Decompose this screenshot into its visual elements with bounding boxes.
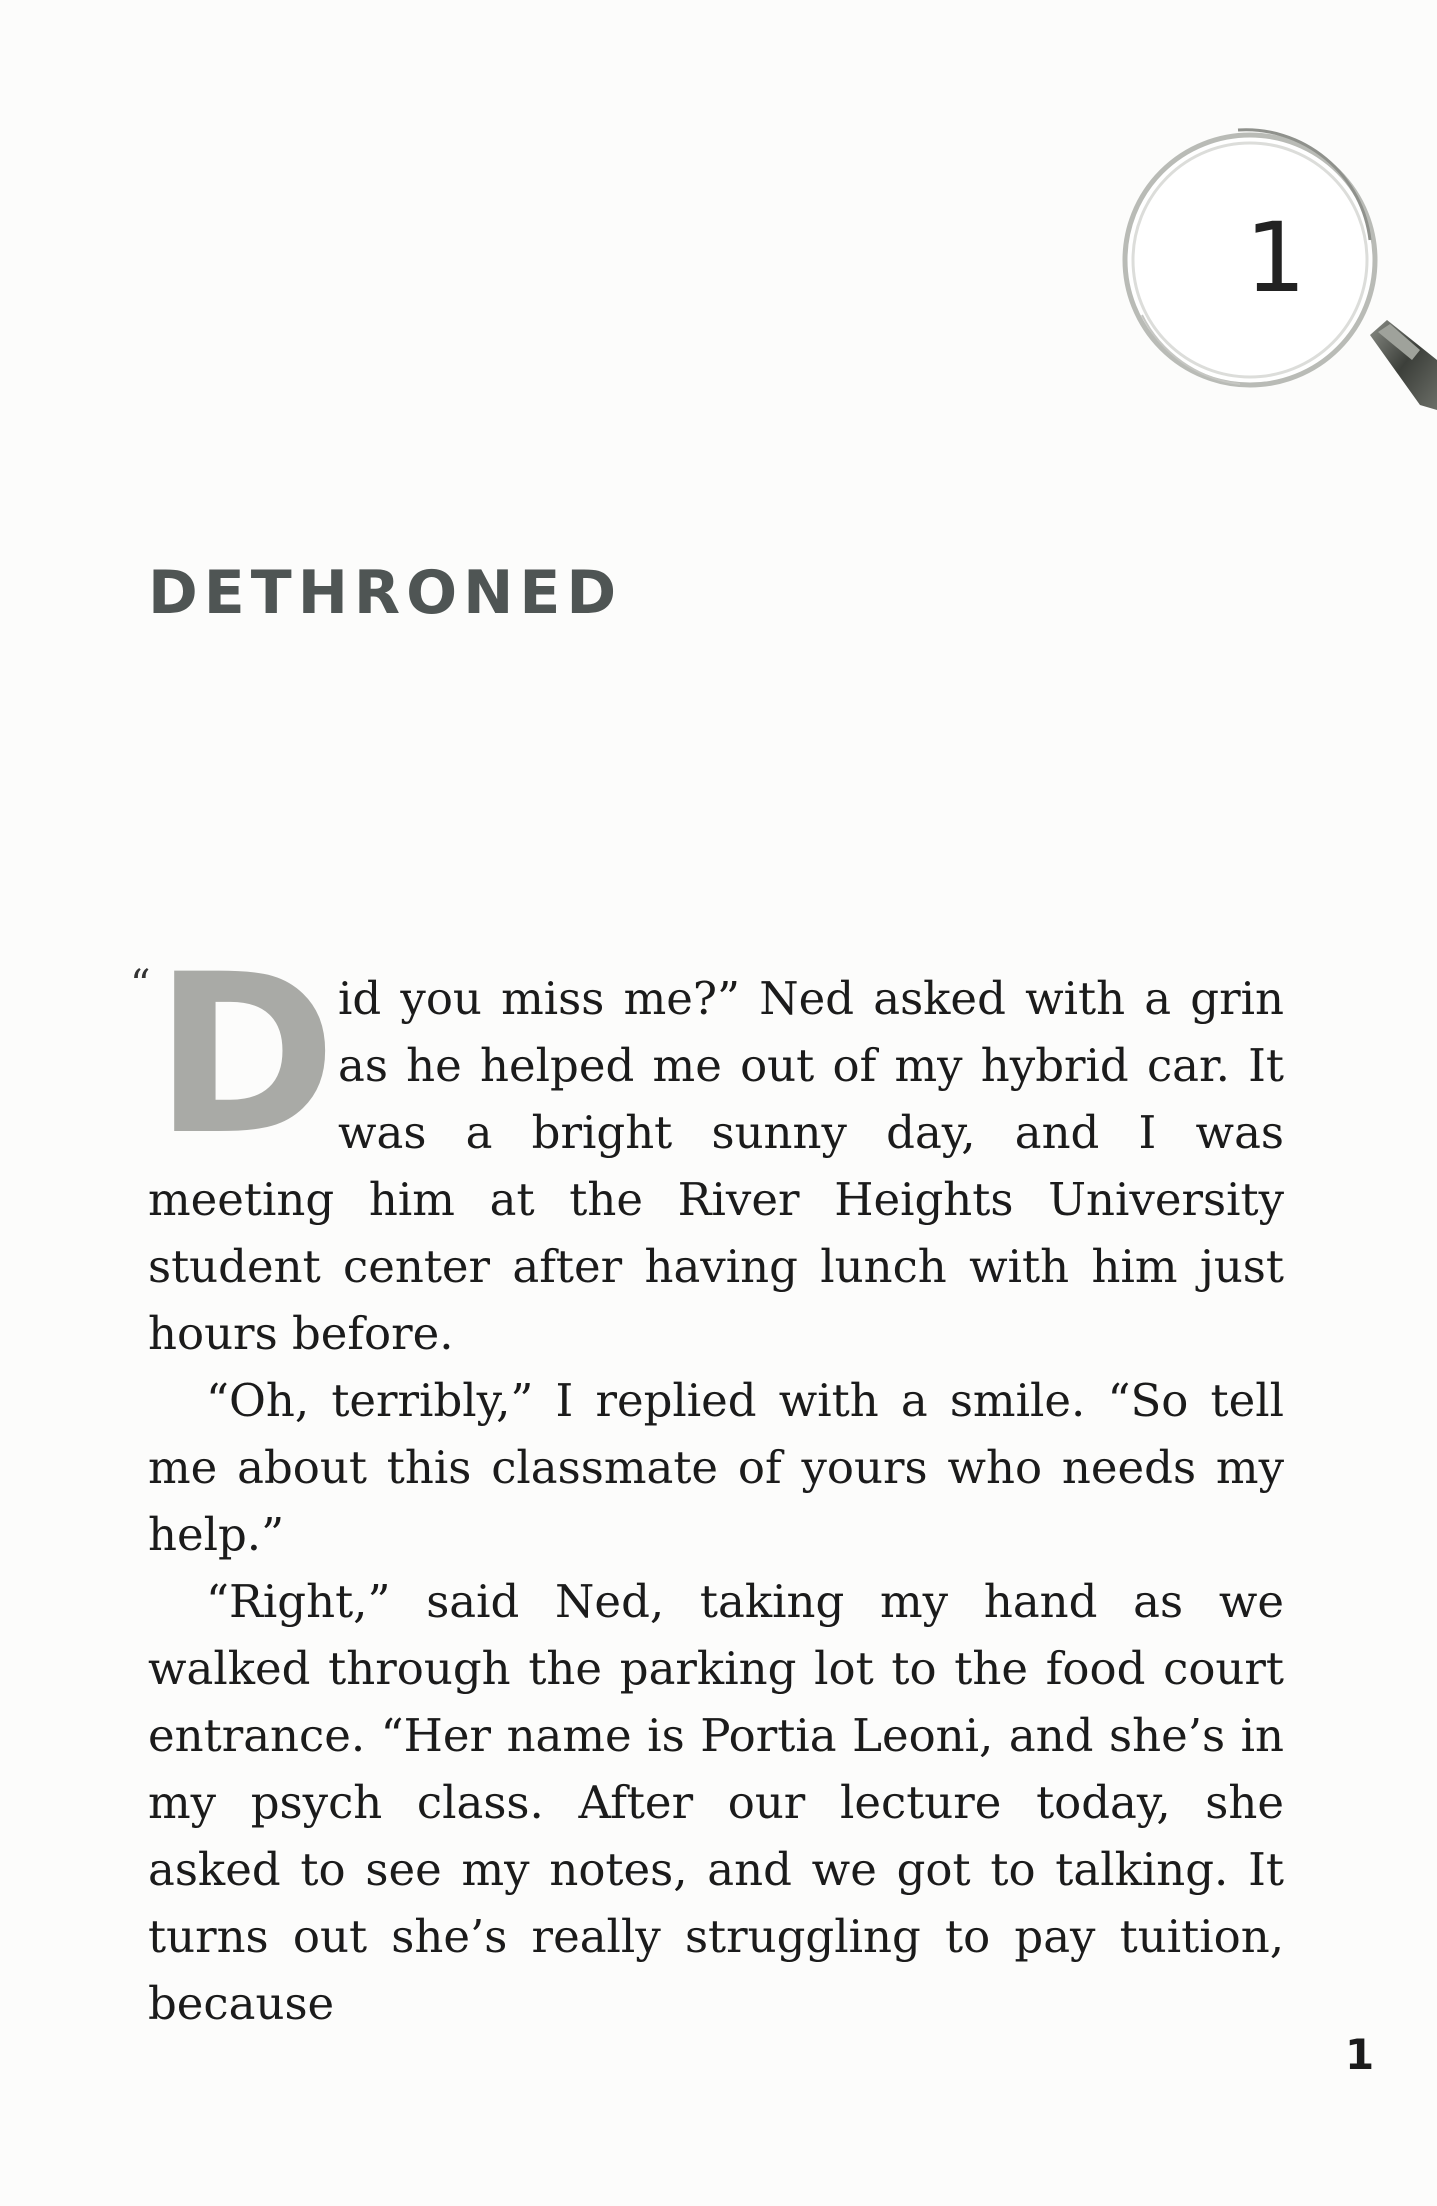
- chapter-number: 1: [1245, 202, 1307, 314]
- drop-cap: D: [154, 927, 337, 1183]
- chapter-body: [148, 927, 1284, 2037]
- paragraph: [148, 927, 1284, 1367]
- paragraph: “Right,” said Ned, taking my hand as we walked through the parking lot to the food court entrance. “Her name is Portia Leoni, and she’s in my psych class. After our lecture today, she asked to see my notes, and we got to talking. It turns out she’s really struggling to pay tuition, because: [148, 1575, 1284, 2030]
- paragraph-text: id you miss me?” Ned asked with a grin as he helped me out of my hybrid car. It was a bright sunny day, and I was meeting him at the River Heights University student center after having lunch with him just hours before.: [148, 972, 1284, 1360]
- chapter-title: DETHRONED: [148, 558, 623, 628]
- paragraph: “Oh, terribly,” I replied with a smile. “So tell me about this classmate of yours who needs my help.”: [148, 1374, 1284, 1561]
- opening-quote-mark: “: [130, 962, 151, 1008]
- page-number: 1: [1345, 2030, 1375, 2079]
